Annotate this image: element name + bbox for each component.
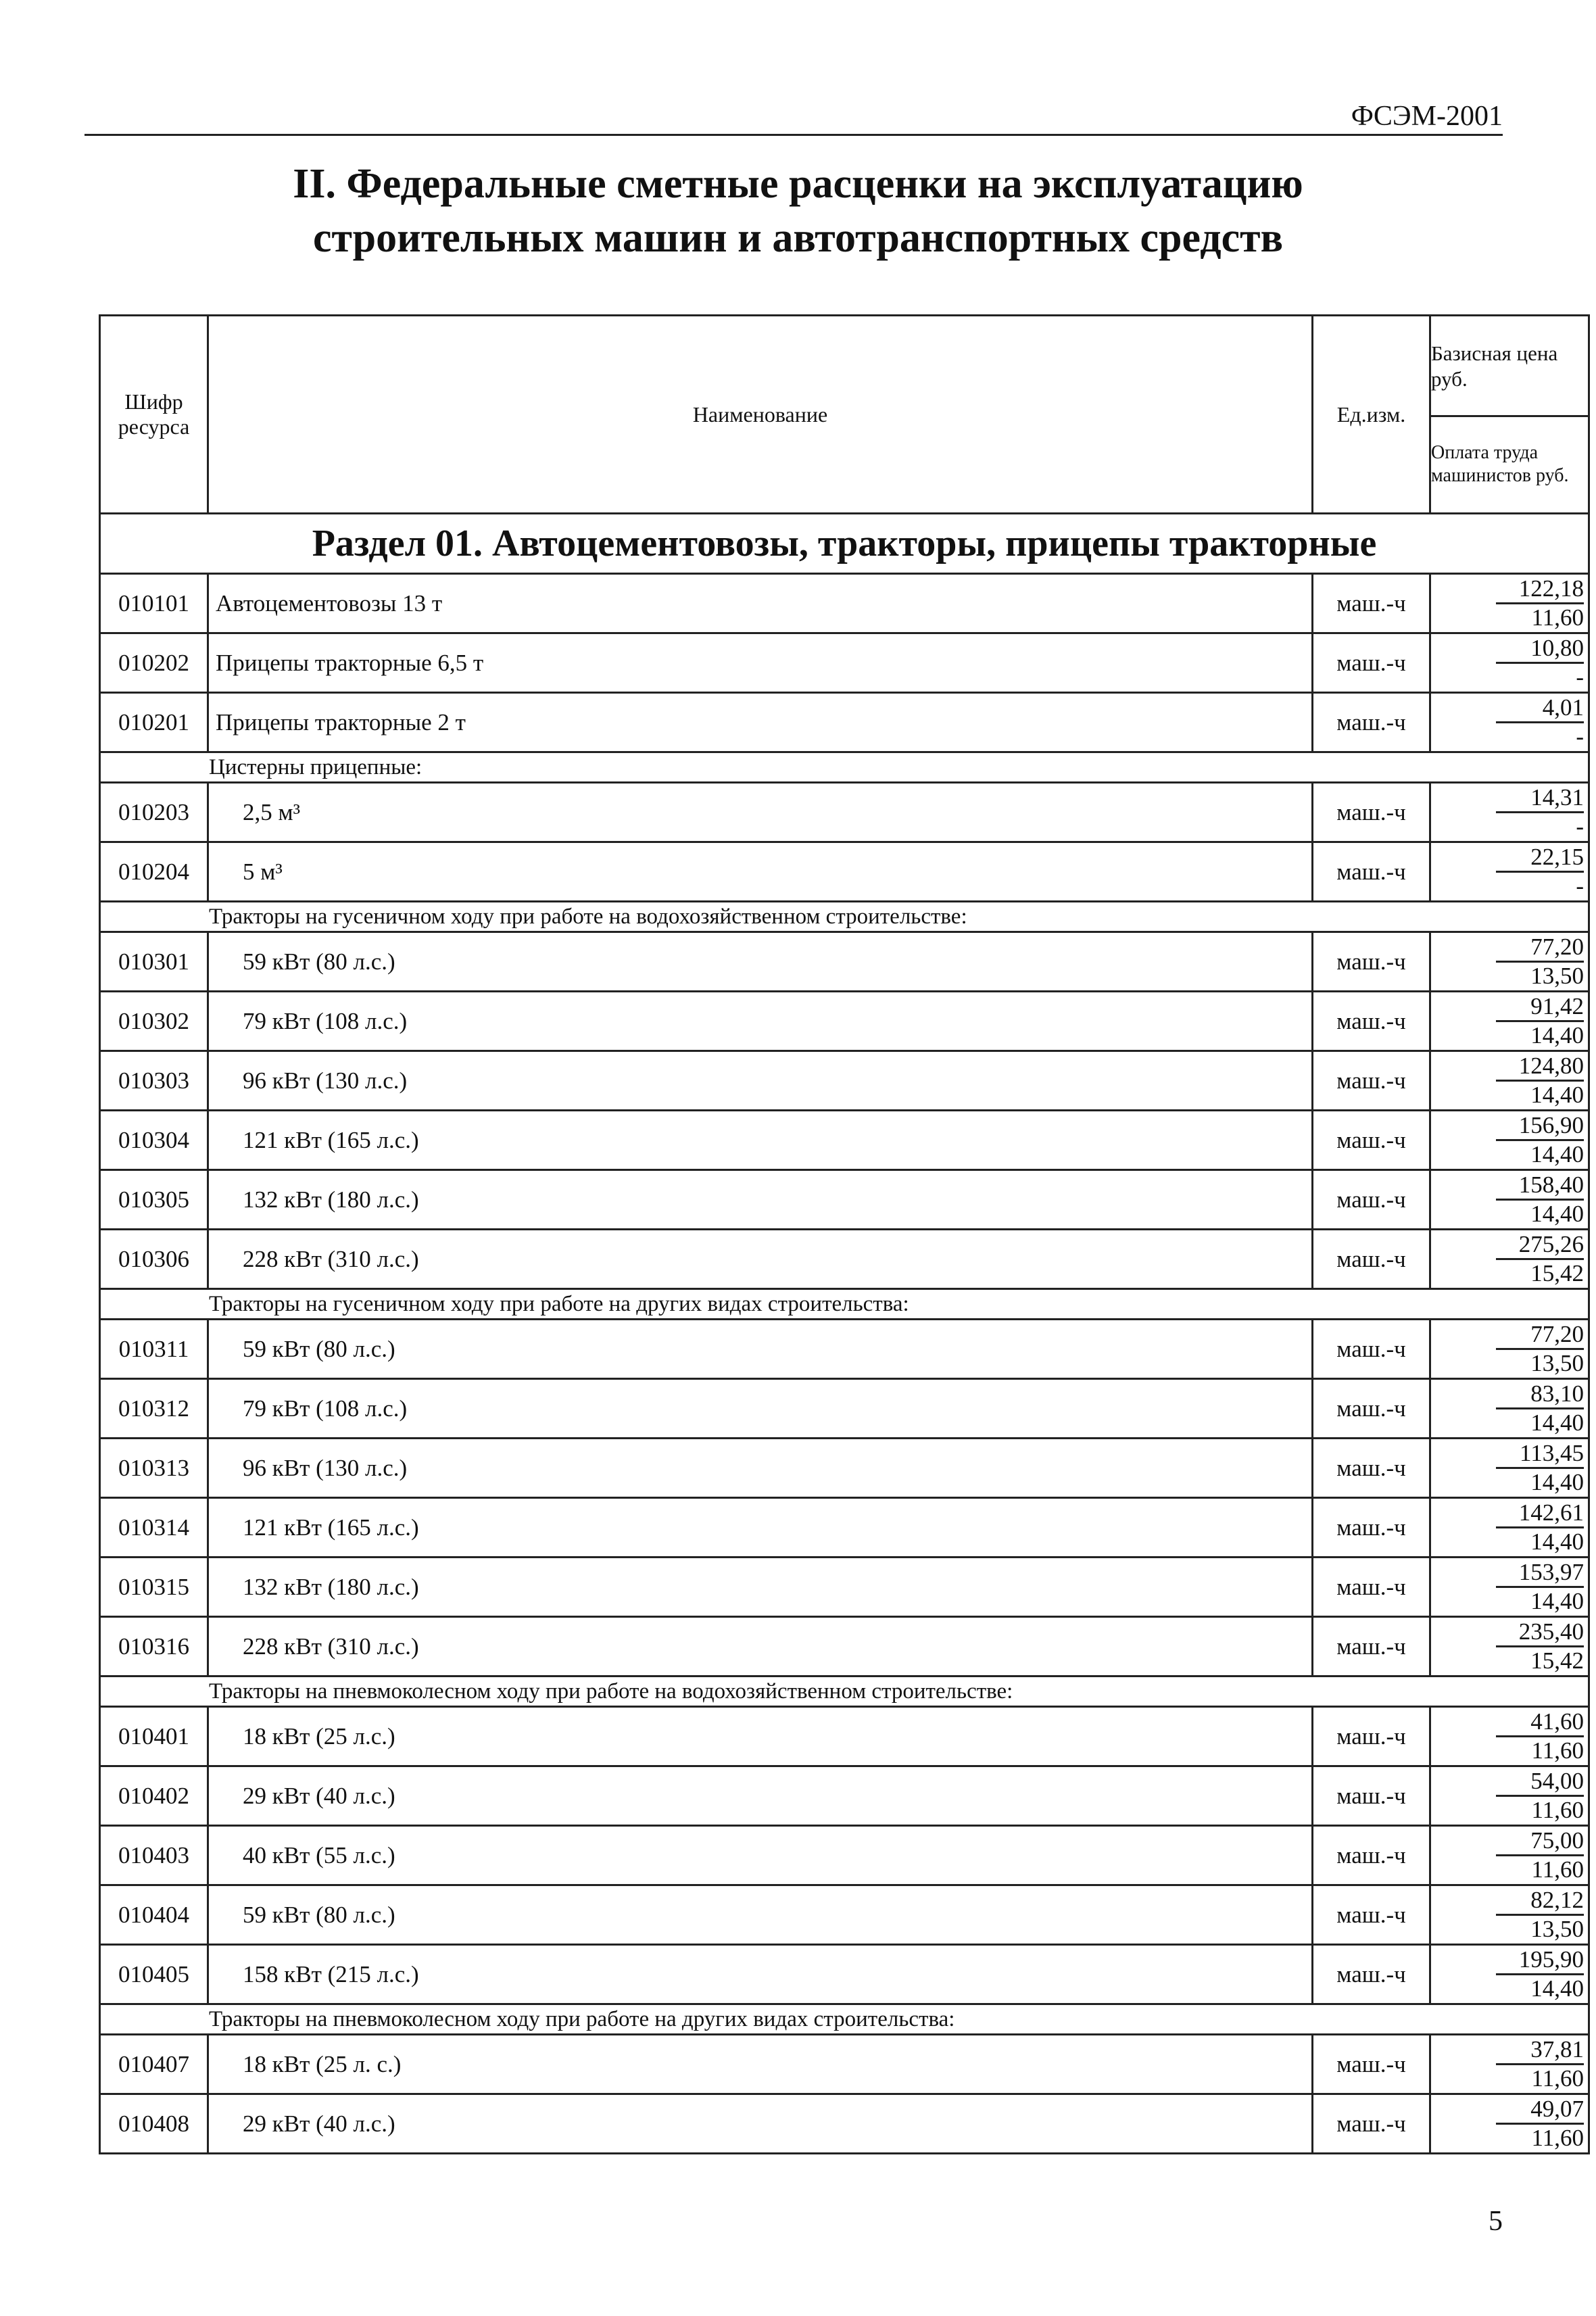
unit: маш.-ч xyxy=(1313,1558,1430,1617)
price-stack xyxy=(1431,1112,1588,1168)
price-cell xyxy=(1430,1945,1589,2004)
resource-name: 18 кВт (25 л.с.) xyxy=(208,1707,1313,1766)
operator-wage: 14,40 xyxy=(1530,1082,1584,1108)
resource-code: 010408 xyxy=(100,2094,208,2154)
price-stack xyxy=(1431,1231,1588,1287)
table-row xyxy=(100,1766,1589,1826)
unit: маш.-ч xyxy=(1313,1707,1430,1766)
unit: маш.-ч xyxy=(1313,693,1430,752)
price-stack xyxy=(1431,1559,1588,1615)
resource-name: 29 кВт (40 л.с.) xyxy=(208,1766,1313,1826)
table-header-row xyxy=(100,316,1589,514)
unit: маш.-ч xyxy=(1313,992,1430,1051)
base-price: 22,15 xyxy=(1496,844,1584,873)
resource-code: 010101 xyxy=(100,574,208,633)
resource-name: 121 кВт (165 л.с.) xyxy=(208,1498,1313,1558)
table-row xyxy=(100,1320,1589,1379)
group-header-row xyxy=(100,1289,1589,1320)
header-name: Наименование xyxy=(208,316,1313,514)
table-row xyxy=(100,1379,1589,1439)
operator-wage: 14,40 xyxy=(1530,1141,1584,1167)
header-price xyxy=(1430,316,1589,514)
price-stack xyxy=(1431,1708,1588,1764)
operator-wage: - xyxy=(1576,723,1584,750)
operator-wage: 15,42 xyxy=(1530,1647,1584,1674)
header-code: Шифр ресурса xyxy=(100,316,208,514)
base-price: 124,80 xyxy=(1496,1053,1584,1082)
resource-name: 96 кВт (130 л.с.) xyxy=(208,1439,1313,1498)
unit: маш.-ч xyxy=(1313,1945,1430,2004)
price-cell xyxy=(1430,1230,1589,1289)
resource-name: 121 кВт (165 л.с.) xyxy=(208,1111,1313,1170)
price-stack xyxy=(1431,993,1588,1049)
price-stack xyxy=(1431,1499,1588,1555)
operator-wage: 11,60 xyxy=(1531,2125,1584,2151)
group-header: Цистерны прицепные: xyxy=(100,752,1589,783)
price-stack xyxy=(1431,844,1588,900)
base-price: 235,40 xyxy=(1496,1618,1584,1647)
resource-code: 010304 xyxy=(100,1111,208,1170)
resource-name: 228 кВт (310 л.с.) xyxy=(208,1230,1313,1289)
group-header-row xyxy=(100,902,1589,932)
page-title xyxy=(0,157,1596,265)
header-base-price: Базисная цена руб. xyxy=(1431,317,1588,417)
base-price: 77,20 xyxy=(1496,1321,1584,1350)
operator-wage: 11,60 xyxy=(1531,1737,1584,1764)
price-cell xyxy=(1430,932,1589,992)
unit: маш.-ч xyxy=(1313,1617,1430,1676)
operator-wage: 14,40 xyxy=(1530,1469,1584,1495)
price-cell xyxy=(1430,1766,1589,1826)
operator-wage: 14,40 xyxy=(1530,1022,1584,1048)
section-row xyxy=(100,514,1589,574)
base-price: 54,00 xyxy=(1496,1768,1584,1797)
page-number: 5 xyxy=(1489,2206,1503,2237)
resource-code: 010316 xyxy=(100,1617,208,1676)
table-row xyxy=(100,992,1589,1051)
unit: маш.-ч xyxy=(1313,1170,1430,1230)
operator-wage: 14,40 xyxy=(1530,1201,1584,1227)
price-stack xyxy=(1431,1618,1588,1674)
resource-code: 010402 xyxy=(100,1766,208,1826)
base-price: 83,10 xyxy=(1496,1380,1584,1409)
header-operator-wage: Оплата труда машинистов руб. xyxy=(1431,442,1569,486)
table-row xyxy=(100,1230,1589,1289)
resource-code: 010204 xyxy=(100,842,208,902)
operator-wage: 11,60 xyxy=(1531,2065,1584,2092)
header-rule xyxy=(84,134,1503,136)
unit: маш.-ч xyxy=(1313,1885,1430,1945)
resource-code: 010403 xyxy=(100,1826,208,1885)
resource-code: 010306 xyxy=(100,1230,208,1289)
price-cell xyxy=(1430,1379,1589,1439)
price-stack xyxy=(1431,2036,1588,2092)
resource-code: 010313 xyxy=(100,1439,208,1498)
price-cell xyxy=(1430,574,1589,633)
table-row xyxy=(100,2035,1589,2094)
price-stack xyxy=(1431,2096,1588,2152)
resource-name: 79 кВт (108 л.с.) xyxy=(208,992,1313,1051)
rates-table xyxy=(99,314,1590,2154)
resource-name: 2,5 м³ xyxy=(208,783,1313,842)
resource-name: 96 кВт (130 л.с.) xyxy=(208,1051,1313,1111)
base-price: 113,45 xyxy=(1496,1440,1584,1469)
unit: маш.-ч xyxy=(1313,574,1430,633)
unit: маш.-ч xyxy=(1313,1230,1430,1289)
table-row xyxy=(100,1051,1589,1111)
price-cell xyxy=(1430,2035,1589,2094)
base-price: 4,01 xyxy=(1496,694,1584,723)
base-price: 275,26 xyxy=(1496,1231,1584,1260)
resource-code: 010302 xyxy=(100,992,208,1051)
price-cell xyxy=(1430,992,1589,1051)
resource-name: 59 кВт (80 л.с.) xyxy=(208,1320,1313,1379)
table-row xyxy=(100,1558,1589,1617)
base-price: 195,90 xyxy=(1496,1946,1584,1975)
table-row xyxy=(100,1707,1589,1766)
unit: маш.-ч xyxy=(1313,2094,1430,2154)
base-price: 158,40 xyxy=(1496,1172,1584,1201)
base-price: 77,20 xyxy=(1496,934,1584,963)
price-cell xyxy=(1430,1558,1589,1617)
base-price: 156,90 xyxy=(1496,1112,1584,1141)
base-price: 122,18 xyxy=(1496,575,1584,604)
resource-code: 010404 xyxy=(100,1885,208,1945)
group-header-row xyxy=(100,752,1589,783)
operator-wage: 11,60 xyxy=(1531,1797,1584,1823)
table-row xyxy=(100,1498,1589,1558)
resource-code: 010405 xyxy=(100,1945,208,2004)
resource-code: 010203 xyxy=(100,783,208,842)
group-header: Тракторы на гусеничном ходу при работе на водохозяйственном строительстве: xyxy=(100,902,1589,932)
document-code: ФСЭМ-2001 xyxy=(1351,101,1503,132)
unit: маш.-ч xyxy=(1313,1826,1430,1885)
table-row xyxy=(100,2094,1589,2154)
base-price: 14,31 xyxy=(1496,784,1584,813)
price-stack xyxy=(1431,1380,1588,1437)
resource-name: Прицепы тракторные 2 т xyxy=(208,693,1313,752)
unit: маш.-ч xyxy=(1313,1439,1430,1498)
price-cell xyxy=(1430,633,1589,693)
table-row xyxy=(100,842,1589,902)
resource-code: 010407 xyxy=(100,2035,208,2094)
operator-wage: 13,50 xyxy=(1530,963,1584,989)
resource-code: 010311 xyxy=(100,1320,208,1379)
group-header: Тракторы на пневмоколесном ходу при работе на водохозяйственном строительстве: xyxy=(100,1676,1589,1707)
resource-name: 59 кВт (80 л.с.) xyxy=(208,1885,1313,1945)
base-price: 142,61 xyxy=(1496,1499,1584,1528)
operator-wage: 14,40 xyxy=(1530,1588,1584,1614)
operator-wage: 14,40 xyxy=(1530,1409,1584,1436)
unit: маш.-ч xyxy=(1313,1111,1430,1170)
group-header-row xyxy=(100,1676,1589,1707)
price-cell xyxy=(1430,1051,1589,1111)
price-cell xyxy=(1430,2094,1589,2154)
resource-name: Автоцементовозы 13 т xyxy=(208,574,1313,633)
base-price: 37,81 xyxy=(1496,2036,1584,2065)
section-title: Раздел 01. Автоцементовозы, тракторы, прицепы тракторные xyxy=(100,514,1589,574)
unit: маш.-ч xyxy=(1313,932,1430,992)
operator-wage: 11,60 xyxy=(1531,604,1584,631)
resource-name: 40 кВт (55 л.с.) xyxy=(208,1826,1313,1885)
base-price: 75,00 xyxy=(1496,1827,1584,1856)
header-unit: Ед.изм. xyxy=(1313,316,1430,514)
resource-code: 010401 xyxy=(100,1707,208,1766)
base-price: 153,97 xyxy=(1496,1559,1584,1588)
price-cell xyxy=(1430,1320,1589,1379)
table-row xyxy=(100,783,1589,842)
resource-code: 010301 xyxy=(100,932,208,992)
price-cell xyxy=(1430,1111,1589,1170)
table-row xyxy=(100,1617,1589,1676)
resource-name: 132 кВт (180 л.с.) xyxy=(208,1170,1313,1230)
unit: маш.-ч xyxy=(1313,1320,1430,1379)
table-row xyxy=(100,1439,1589,1498)
price-stack xyxy=(1431,784,1588,840)
price-cell xyxy=(1430,1170,1589,1230)
price-cell xyxy=(1430,1498,1589,1558)
operator-wage: - xyxy=(1576,813,1584,840)
price-stack xyxy=(1431,934,1588,990)
resource-name: 132 кВт (180 л.с.) xyxy=(208,1558,1313,1617)
price-cell xyxy=(1430,1439,1589,1498)
operator-wage: - xyxy=(1576,873,1584,899)
resource-name: 79 кВт (108 л.с.) xyxy=(208,1379,1313,1439)
operator-wage: 13,50 xyxy=(1530,1916,1584,1942)
unit: маш.-ч xyxy=(1313,1498,1430,1558)
price-cell xyxy=(1430,1617,1589,1676)
operator-wage: 13,50 xyxy=(1530,1350,1584,1376)
base-price: 91,42 xyxy=(1496,993,1584,1022)
unit: маш.-ч xyxy=(1313,1051,1430,1111)
resource-code: 010303 xyxy=(100,1051,208,1111)
unit: маш.-ч xyxy=(1313,1379,1430,1439)
table-row xyxy=(100,1170,1589,1230)
unit: маш.-ч xyxy=(1313,783,1430,842)
table-row xyxy=(100,1945,1589,2004)
price-stack xyxy=(1431,1946,1588,2002)
price-cell xyxy=(1430,783,1589,842)
price-cell xyxy=(1430,693,1589,752)
price-stack xyxy=(1431,1321,1588,1377)
resource-code: 010312 xyxy=(100,1379,208,1439)
price-stack xyxy=(1431,1827,1588,1883)
resource-code: 010305 xyxy=(100,1170,208,1230)
resource-name: 228 кВт (310 л.с.) xyxy=(208,1617,1313,1676)
price-stack xyxy=(1431,1768,1588,1824)
group-header: Тракторы на пневмоколесном ходу при работе на других видах строительства: xyxy=(100,2004,1589,2035)
operator-wage: 14,40 xyxy=(1530,1528,1584,1555)
resource-name: 158 кВт (215 л.с.) xyxy=(208,1945,1313,2004)
price-stack xyxy=(1431,1440,1588,1496)
table-row xyxy=(100,932,1589,992)
unit: маш.-ч xyxy=(1313,842,1430,902)
operator-wage: 14,40 xyxy=(1530,1975,1584,2002)
price-stack xyxy=(1431,1172,1588,1228)
table-row xyxy=(100,1885,1589,1945)
resource-name: Прицепы тракторные 6,5 т xyxy=(208,633,1313,693)
page-title-line-1: II. Федеральные сметные расценки на эксплуатацию xyxy=(293,161,1303,207)
operator-wage: 11,60 xyxy=(1531,1856,1584,1883)
group-header-row xyxy=(100,2004,1589,2035)
table-row xyxy=(100,693,1589,752)
price-stack xyxy=(1431,694,1588,750)
table-row xyxy=(100,574,1589,633)
operator-wage: - xyxy=(1576,664,1584,690)
base-price: 41,60 xyxy=(1496,1708,1584,1737)
unit: маш.-ч xyxy=(1313,2035,1430,2094)
resource-name: 5 м³ xyxy=(208,842,1313,902)
table-row xyxy=(100,1826,1589,1885)
table-row xyxy=(100,633,1589,693)
page-title-line-2: строительных машин и автотранспортных средств xyxy=(312,215,1284,261)
unit: маш.-ч xyxy=(1313,633,1430,693)
operator-wage: 15,42 xyxy=(1530,1260,1584,1286)
resource-code: 010315 xyxy=(100,1558,208,1617)
price-cell xyxy=(1430,1826,1589,1885)
price-stack xyxy=(1431,635,1588,691)
price-stack xyxy=(1431,575,1588,631)
resource-name: 59 кВт (80 л.с.) xyxy=(208,932,1313,992)
price-cell xyxy=(1430,1885,1589,1945)
resource-code: 010201 xyxy=(100,693,208,752)
base-price: 10,80 xyxy=(1496,635,1584,664)
price-stack xyxy=(1431,1053,1588,1109)
price-cell xyxy=(1430,842,1589,902)
price-cell xyxy=(1430,1707,1589,1766)
base-price: 82,12 xyxy=(1496,1887,1584,1916)
group-header: Тракторы на гусеничном ходу при работе на других видах строительства: xyxy=(100,1289,1589,1320)
unit: маш.-ч xyxy=(1313,1766,1430,1826)
resource-name: 18 кВт (25 л. с.) xyxy=(208,2035,1313,2094)
price-stack xyxy=(1431,1887,1588,1943)
table-row xyxy=(100,1111,1589,1170)
resource-code: 010314 xyxy=(100,1498,208,1558)
base-price: 49,07 xyxy=(1496,2096,1584,2125)
resource-name: 29 кВт (40 л.с.) xyxy=(208,2094,1313,2154)
resource-code: 010202 xyxy=(100,633,208,693)
